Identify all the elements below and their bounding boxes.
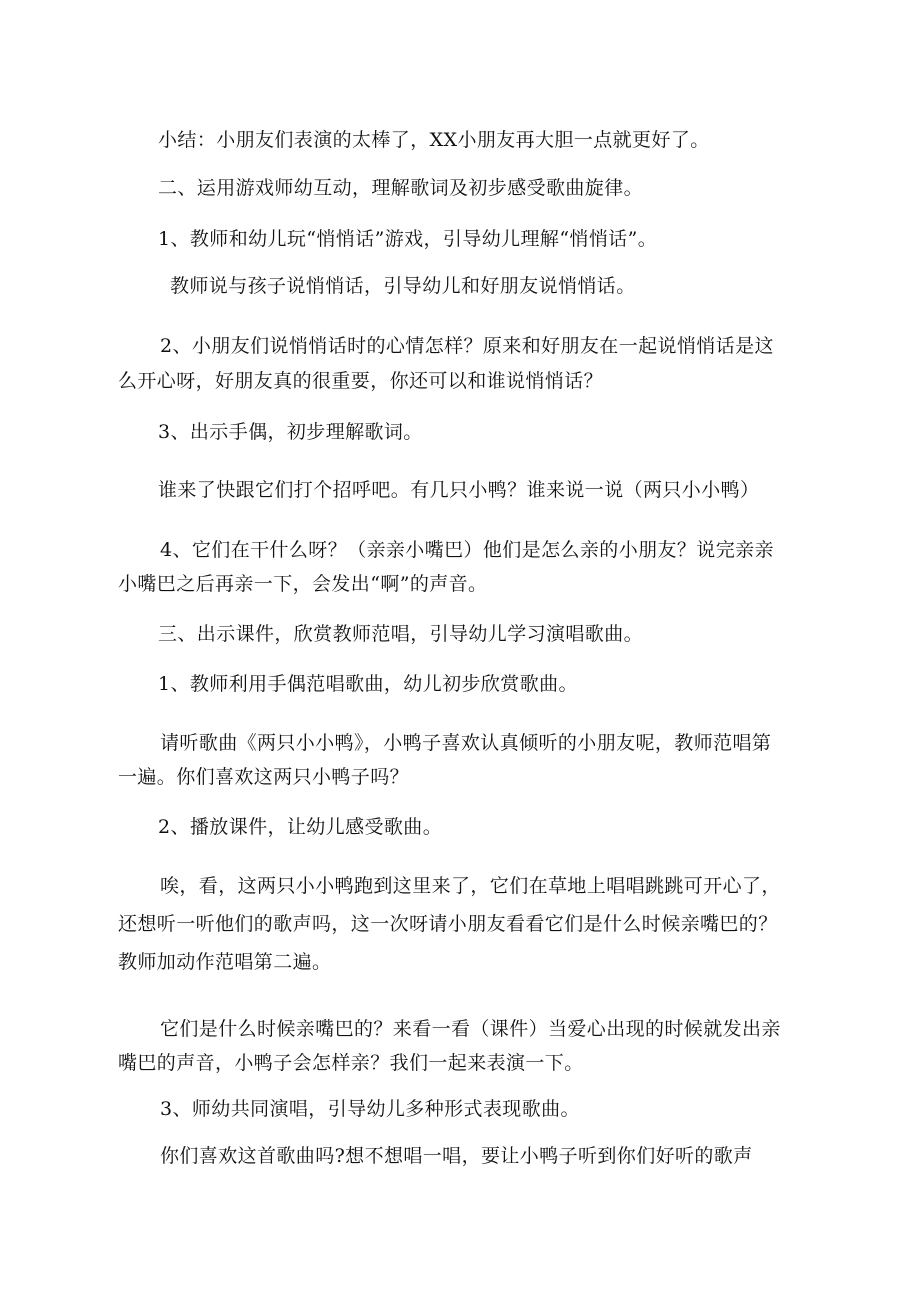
step-3-2-detail-line-2: 还想听一听他们的歌声吗，这一次呀请小朋友看看它们是什么时候亲嘴巴的？	[118, 913, 778, 935]
step-2-4-line-1: 4、它们在干什么呀？（亲亲小嘴巴）他们是怎么亲的小朋友？说完亲亲	[160, 539, 774, 561]
section-3-heading: 三、出示课件，欣赏教师范唱，引导幼儿学习演唱歌曲。	[158, 623, 644, 645]
step-3-1-detail-line-1: 请听歌曲《两只小小鸭》，小鸭子喜欢认真倾听的小朋友呢，教师范唱第	[160, 732, 772, 754]
step-2-4-line-2: 小嘴巴之后再亲一下，会发出“啊”的声音。	[118, 573, 488, 595]
step-3-2: 2、播放课件，让幼儿感受歌曲。	[158, 816, 443, 838]
step-2-2-line-2: 么开心呀，好朋友真的很重要，你还可以和谁说悄悄话？	[118, 370, 604, 392]
step-2-3-detail: 谁来了快跟它们打个招呼吧。有几只小鸭？谁来说一说（两只小小鸭）	[158, 479, 760, 501]
step-3-2-detail-line-3: 教师加动作范唱第二遍。	[118, 951, 332, 973]
section-2-heading: 二、运用游戏师幼互动，理解歌词及初步感受歌曲旋律。	[158, 177, 644, 199]
step-3-1-detail-line-2: 一遍。你们喜欢这两只小鸭子吗？	[118, 766, 410, 788]
step-2-2-line-1: 2、小朋友们说悄悄话时的心情怎样？原来和好朋友在一起说悄悄话是这	[160, 335, 774, 357]
step-2-1-detail: 教师说与孩子说悄悄话，引导幼儿和好朋友说悄悄话。	[170, 275, 636, 297]
step-3-1: 1、教师利用手偶范唱歌曲，幼儿初步欣赏歌曲。	[158, 673, 578, 695]
step-3-2-extra-line-1: 它们是什么时候亲嘴巴的？来看一看（课件）当爱心出现的时候就发出亲	[160, 1018, 781, 1040]
summary-line: 小结：小朋友们表演的太棒了，XX小朋友再大胆一点就更好了。	[158, 129, 710, 151]
step-3-2-detail-line-1: 唉，看，这两只小小鸭跑到这里来了，它们在草地上唱唱跳跳可开心了，	[160, 875, 781, 897]
step-3-2-extra-line-2: 嘴巴的声音，小鸭子会怎样亲？我们一起来表演一下。	[118, 1052, 584, 1074]
step-2-1: 1、教师和幼儿玩“悄悄话”游戏，引导幼儿理解“悄悄话”。	[158, 228, 658, 250]
step-3-3: 3、师幼共同演唱，引导幼儿多种形式表现歌曲。	[160, 1098, 580, 1120]
step-2-3: 3、出示手偶，初步理解歌词。	[158, 421, 423, 443]
step-3-3-detail: 你们喜欢这首歌曲吗?想不想唱一唱，要让小鸭子听到你们好听的歌声	[160, 1145, 753, 1167]
